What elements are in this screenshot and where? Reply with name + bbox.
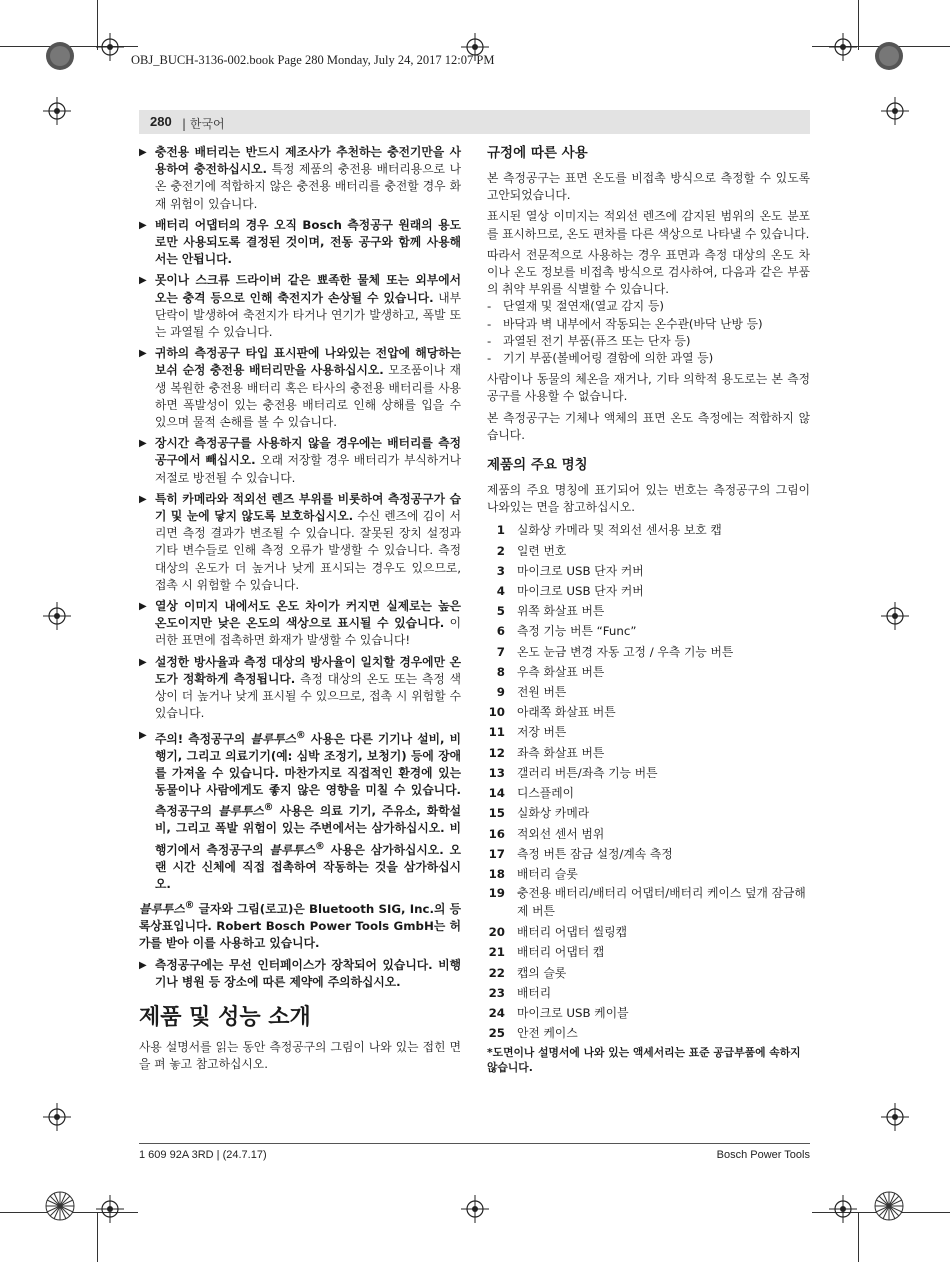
crosshair-mark-upper-left (43, 97, 71, 125)
component-item: 24 마이크로 USB 케이블 (488, 1005, 629, 1020)
intended-use-paragraph: 따라서 전문적으로 사용하는 경우 표면과 측정 대상의 온도 차이나 온도 정보를 비접촉 방식으로 검사하여, 다음과 같은 부품의 취약 부위를 식별할 수 있습니다. (487, 247, 810, 297)
bullet-triangle-icon: ▶ (139, 348, 147, 360)
crop-line-bottom-right-v (858, 1212, 859, 1262)
footer-doc-code: 1 609 92A 3RD | (24.7.17) (139, 1149, 267, 1161)
component-item: 13 갤러리 버튼/좌측 기능 버튼 (488, 765, 658, 780)
intended-use-paragraph: 본 측정공구는 기체나 액체의 표면 온도 측정에는 적합하지 않습니다. (487, 410, 810, 442)
bullet-triangle-icon: ▶ (139, 438, 147, 450)
accessory-footnote: *도면이나 설명서에 나와 있는 액세서리는 표준 공급부품에 속하지 않습니다. (487, 1046, 801, 1075)
component-item: 22 캡의 슬롯 (488, 965, 567, 980)
intended-use-paragraph: 표시된 열상 이미지는 적외선 렌즈에 감지된 범위의 온도 분포를 표시하므로, 온도 편차를 다른 색상으로 나타낼 수 있습니다. (487, 209, 810, 241)
dash-list-item: - 기기 부품(볼베어링 결함에 의한 과열 등) (487, 351, 714, 366)
components-list (487, 520, 810, 1043)
safety-bullet: ▶ 설정한 방사율과 측정 대상의 방사율이 일치할 경우에만 온도가 정확하게 측정됩니다. 측정 대상의 온도 또는 측정 색상이 더 높거나 낮게 표시될 수 있으므로, 접촉 시 위험할 수 있습니다. (139, 654, 461, 721)
dash-list-item: - 바닥과 벽 내부에서 작동되는 온수관(바닥 난방 등) (487, 316, 763, 331)
component-item: 5 위쪽 화살표 버튼 (496, 604, 605, 619)
safety-bullet: ▶ 장시간 측정공구를 사용하지 않을 경우에는 배터리를 측정공구에서 빼십시오. 오래 저장할 경우 배터리가 부식하거나 저절로 방전될 수 있습니다. (139, 436, 461, 485)
component-item: 14 디스플레이 (488, 786, 574, 801)
footer-rule (139, 1143, 810, 1144)
right-column (487, 144, 810, 1075)
bullet-triangle-icon: ▶ (139, 275, 147, 287)
bluetooth-warning: ▶ 주의! 측정공구의 블루투스® 사용은 다른 기기나 설비, 비행기, 그리고 의료기기(예: 심박 조정기, 보청기) 등에 장애를 가져올 수 있습니다. 마찬가지로 직접적인 환경에 있는 동물이나 사람에게도 좋지 않은 영향을 미칠 수 있습니다. 측정공구의 블루투스® 사용은 의료 기기, 주유소, 화학설비, 그리고 폭발 위험이 있는 주변에서는 삼가하십시오. 비행기에서 측정공구의 블루투스® 사용은 삼가하십시오. 오랜 시간 신체에 직접 접촉하여 작동하는 것을 삼가하십시오. (139, 727, 461, 894)
bullet-triangle-icon: ▶ (139, 147, 147, 158)
section-intro: 사용 설명서를 읽는 동안 측정공구의 그림이 나와 있는 접힌 면을 펴 놓고 참고하십시오. (139, 1040, 461, 1072)
component-item: 11 저장 버튼 (488, 725, 567, 740)
component-item: 3 마이크로 USB 단자 커버 (496, 563, 644, 578)
bullet-triangle-icon: ▶ (139, 959, 147, 971)
dash-list-item: - 단열재 및 절연재(열교 감지 등) (487, 299, 664, 314)
bullet-triangle-icon: ▶ (139, 601, 147, 613)
intended-use-title: 규정에 따른 사용 (487, 145, 588, 161)
component-item: 18 배터리 슬롯 (488, 866, 578, 881)
page-language: | 한국어 (182, 117, 225, 131)
component-item: 15 실화상 카메라 (488, 806, 590, 821)
component-item: 17 측정 버튼 잠금 설정/계속 측정 (488, 846, 673, 861)
crosshair-mark-bottom-right (829, 1195, 857, 1223)
component-item: 21 배터리 어댑터 캡 (488, 945, 605, 960)
crosshair-mark-middle-left (43, 602, 71, 630)
component-item: 25 안전 케이스 (488, 1026, 578, 1041)
trademark-notice: 블루투스® 글자와 그림(로고)은 Bluetooth SIG, Inc.의 등록상표입니다. Robert Bosch Power Tools GmbH는 허가를 받아 이를 사용하고 있습니다. (139, 900, 461, 951)
bullet-triangle-icon: ▶ (139, 729, 147, 741)
component-item: 2 일련 번호 (496, 543, 567, 558)
component-item: 6 측정 기능 버튼 “Func” (496, 624, 637, 639)
safety-bullet: ▶ 충전용 배터리는 반드시 제조사가 추천하는 충전기만을 사용하여 충전하십시오. 특정 제품의 충전용 배터리용으로 나온 충전기에 적합하지 않은 충전용 배터리를 충전할 경우 화재 위험이 있습니다. (139, 145, 461, 211)
components-intro: 제품의 주요 명칭에 표기되어 있는 번호는 측정공구의 그림이 나와있는 면을 참고하십시오. (487, 483, 810, 515)
intended-use-paragraph: 본 측정공구는 표면 온도를 비접촉 방식으로 측정할 수 있도록 고안되었습니다. (487, 171, 810, 203)
registration-mark-solid-top-left (44, 40, 76, 72)
crosshair-mark-lower-left (43, 1103, 71, 1131)
safety-bullet: ▶ 배터리 어댑터의 경우 오직 Bosch 측정공구 원래의 용도로만 사용되도록 결정된 것이며, 전동 공구와 함께 사용해서는 안됩니다. (139, 217, 461, 267)
component-item: 20 배터리 어댑터 씰링캡 (488, 925, 628, 940)
crosshair-mark-lower-right (881, 1103, 909, 1131)
footer-brand: Bosch Power Tools (716, 1149, 810, 1161)
crosshair-mark-top-right (829, 33, 857, 61)
crosshair-mark-middle-right (881, 602, 909, 630)
crop-line-top-right-v (858, 0, 859, 50)
component-item: 10 아래쪽 화살표 버튼 (488, 705, 616, 720)
component-item: 12 좌측 화살표 버튼 (488, 745, 605, 760)
component-item: 16 적외선 센서 범위 (488, 826, 605, 841)
component-item: 9 전원 버튼 (496, 685, 567, 700)
crosshair-mark-bottom-left (96, 1195, 124, 1223)
crosshair-mark-top-left (96, 33, 124, 61)
registration-mark-starburst-bottom-right (873, 1190, 905, 1222)
crosshair-mark-bottom-center (461, 1195, 489, 1223)
components-title: 제품의 주요 명칭 (487, 457, 588, 474)
component-item: 19 충전용 배터리/배터리 어댑터/배터리 케이스 덮개 잠금해제 버튼 (488, 886, 806, 918)
bullet-triangle-icon: ▶ (139, 493, 147, 505)
bullet-triangle-icon: ▶ (139, 219, 147, 231)
bullet-triangle-icon: ▶ (139, 656, 147, 668)
print-file-header: OBJ_BUCH-3136-002.book Page 280 Monday, July 24, 2017 12:07 PM (131, 53, 495, 67)
left-column (139, 144, 461, 1077)
crosshair-mark-upper-right (881, 97, 909, 125)
safety-bullet: ▶ 열상 이미지 내에서도 온도 차이가 커지면 실제로는 높은 온도이지만 낮은 온도의 색상으로 표시될 수 있습니다. 이러한 표면에 접촉하면 화재가 발생할 수 있습니다! (139, 599, 461, 648)
page-number: 280 (150, 114, 172, 129)
registration-mark-solid-top-right (873, 40, 905, 72)
component-item: 7 온도 눈금 변경 자동 고정 / 우측 기능 버튼 (496, 644, 734, 659)
page-header-bar (139, 110, 810, 134)
component-item: 8 우측 화살표 버튼 (496, 664, 605, 679)
safety-bullet: ▶ 못이나 스크류 드라이버 같은 뾰족한 물체 또는 외부에서 오는 충격 등으로 인해 축전지가 손상될 수 있습니다. 내부 단락이 발생하여 축전지가 타거나 연기가 발생하고, 폭발 또는 과열될 수 있습니다. (139, 273, 461, 340)
safety-bullet: ▶ 특히 카메라와 적외선 렌즈 부위를 비롯하여 측정공구가 습기 및 눈에 닿지 않도록 보호하십시오. 수신 렌즈에 김이 서리면 측정 결과가 변조될 수 있습니다. 잘못된 장치 설정과 기타 변수들로 인해 측정 오류가 발생할 수 있습니다. 측정 대상의 온도가 더 높거나 낮게 표시되는 경우도 있으므로, 접촉 시 위험할 수 있습니다. (139, 491, 461, 592)
component-item: 4 마이크로 USB 단자 커버 (496, 584, 644, 599)
component-item: 1 실화상 카메라 및 적외선 센서용 보호 캡 (496, 523, 722, 538)
intended-use-paragraph: 사람이나 동물의 체온을 재거나, 기타 의학적 용도로는 본 측정공구를 사용할 수 없습니다. (487, 372, 810, 404)
section-title-product-description: 제품 및 성능 소개 (139, 1005, 311, 1031)
wireless-warning: ▶ 측정공구에는 무선 인터페이스가 장착되어 있습니다. 비행기나 병원 등 장소에 따른 제약에 주의하십시오. (139, 957, 461, 989)
registration-mark-starburst-bottom-left (44, 1190, 76, 1222)
dash-list-item: - 과열된 전기 부품(퓨즈 또는 단자 등) (487, 333, 691, 348)
safety-bullet: ▶ 귀하의 측정공구 타입 표시판에 나와있는 전압에 해당하는 보쉬 순정 충전용 배터리만을 사용하십시오. 모조품이나 재생 복원한 충전용 배터리 혹은 타사의 충전용 배터리를 사용하면 폭발성이 있는 충전용 배터리로 인해 상해를 입을 수 있으며 물적 손해를 볼 수 있습니다. (139, 346, 461, 430)
component-item: 23 배터리 (488, 985, 552, 1000)
